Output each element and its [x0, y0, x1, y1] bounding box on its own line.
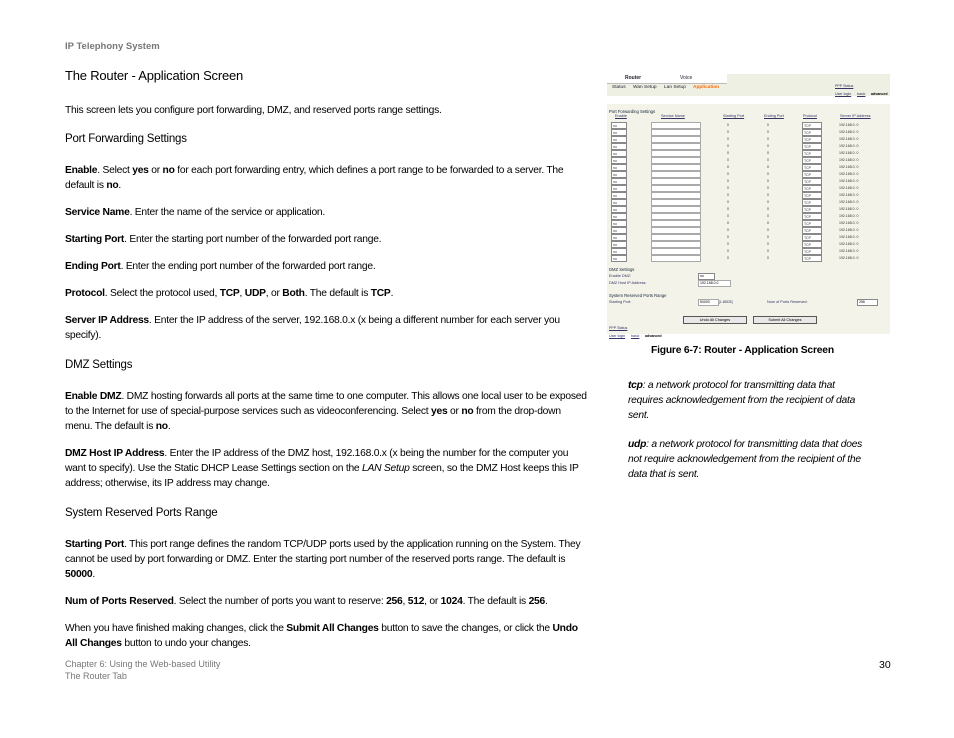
pf-row [607, 122, 890, 129]
pf-service-field[interactable] [651, 157, 701, 164]
pf-end-value[interactable]: 0 [767, 221, 769, 225]
pf-row [607, 192, 890, 199]
pf-protocol-select[interactable]: TCP [802, 178, 822, 185]
pf-server-ip[interactable]: 192.168.0. 0 [839, 137, 859, 141]
pf-row [607, 157, 890, 164]
pf-end-value[interactable]: 0 [767, 172, 769, 176]
tab-voice[interactable]: Voice [680, 75, 693, 81]
reserved-starting-port-paragraph: Starting Port. This port range defines the random TCP/UDP ports used by the application running on the System. They cannot be used by port forwarding or DMZ. Enter the starting port number of the reserved ports range. The default is 50000. [65, 539, 581, 580]
pf-row [607, 255, 890, 262]
pf-enable-select[interactable]: no [611, 206, 627, 213]
pf-server-ip[interactable]: 192.168.0. 0 [839, 235, 859, 239]
pf-protocol-select[interactable]: TCP [802, 136, 822, 143]
pf-row [607, 143, 890, 150]
ppp-status-link[interactable]: PPP Status [835, 84, 854, 88]
pf-row [607, 185, 890, 192]
basic-link[interactable]: basic [857, 92, 866, 96]
glossary-udp: udp: a network protocol for transmitting data that does not require acknowledgement from the recipient of the data that is sent. [628, 439, 863, 480]
undo-all-changes-button[interactable]: Undo All Changes [683, 316, 747, 324]
num-ports-paragraph: Num of Ports Reserved. Select the number of ports you want to reserve: 256, 512, or 1024. The default is 256. [65, 596, 548, 607]
finish-paragraph: When you have finished making changes, click the Submit All Changes button to save the changes, or click the Undo All Changes button to undo your changes. [65, 623, 578, 649]
pf-enable-select[interactable]: no [611, 234, 627, 241]
pf-start-value[interactable]: 0 [727, 144, 729, 148]
pf-start-value[interactable]: 0 [727, 137, 729, 141]
pf-service-field[interactable] [651, 164, 701, 171]
pf-end-value[interactable]: 0 [767, 249, 769, 253]
pf-start-value[interactable]: 0 [727, 186, 729, 190]
subnav-wan-setup[interactable]: Wan Setup [633, 85, 657, 90]
user-login-link[interactable]: User login [835, 92, 852, 96]
pf-end-value[interactable]: 0 [767, 137, 769, 141]
pf-service-field[interactable] [651, 248, 701, 255]
pf-server-ip[interactable]: 192.168.0. 0 [839, 123, 859, 127]
pf-end-value[interactable]: 0 [767, 123, 769, 127]
dmz-section-title: DMZ Settings [609, 267, 635, 272]
page-number: 30 [879, 659, 891, 671]
section-title-port-forwarding: Port Forwarding Settings [65, 133, 187, 145]
pf-end-value[interactable]: 0 [767, 130, 769, 134]
pf-server-ip[interactable]: 192.168.0. 0 [839, 151, 859, 155]
pf-start-value[interactable]: 0 [727, 193, 729, 197]
pf-enable-select[interactable]: no [611, 178, 627, 185]
pf-server-ip[interactable]: 192.168.0. 0 [839, 256, 859, 260]
pf-row [607, 178, 890, 185]
pf-protocol-select[interactable]: TCP [802, 150, 822, 157]
pf-end-value[interactable]: 0 [767, 186, 769, 190]
pf-service-field[interactable] [651, 255, 701, 262]
basic-link-bottom[interactable]: basic [631, 334, 640, 338]
server-ip-paragraph: Server IP Address. Enter the IP address of the server, 192.168.0.x (x being a different number for each server you specify). [65, 315, 560, 341]
pf-row [607, 129, 890, 136]
srp-section-title: System Reserved Ports Range [609, 293, 667, 298]
pf-service-field[interactable] [651, 143, 701, 150]
pf-protocol-select[interactable]: TCP [802, 122, 822, 129]
pf-row [607, 136, 890, 143]
pf-start-value[interactable]: 0 [727, 214, 729, 218]
subnav-status[interactable]: Status [612, 85, 626, 90]
pf-enable-select[interactable]: no [611, 220, 627, 227]
pf-enable-select[interactable]: no [611, 136, 627, 143]
pf-service-field[interactable] [651, 192, 701, 199]
page-title: The Router - Application Screen [65, 68, 244, 83]
pf-protocol-select[interactable]: TCP [802, 206, 822, 213]
pf-enable-select[interactable]: no [611, 199, 627, 206]
pf-end-value[interactable]: 0 [767, 179, 769, 183]
pf-end-value[interactable]: 0 [767, 235, 769, 239]
pf-start-value[interactable]: 0 [727, 228, 729, 232]
pf-row [607, 241, 890, 248]
pf-section-title: Port Forwarding Settings [609, 109, 656, 114]
advanced-link-bottom[interactable]: advanced [645, 334, 662, 338]
pf-end-value[interactable]: 0 [767, 200, 769, 204]
pf-row [607, 234, 890, 241]
pf-end-value[interactable]: 0 [767, 228, 769, 232]
pf-enable-select[interactable]: no [611, 150, 627, 157]
pf-row [607, 227, 890, 234]
dmz-host-label: DMZ Host IP Address: [609, 281, 647, 285]
subnav-lan-setup[interactable]: Lan Setup [664, 85, 686, 90]
dmz-enable-label: Enable DMZ: [609, 274, 632, 278]
pf-row [607, 220, 890, 227]
pf-start-value[interactable]: 0 [727, 179, 729, 183]
subnav-application[interactable]: Application [693, 85, 720, 90]
pf-server-ip[interactable]: 192.168.0. 0 [839, 242, 859, 246]
pf-row [607, 213, 890, 220]
pf-start-value[interactable]: 0 [727, 123, 729, 127]
pf-start-value[interactable]: 0 [727, 249, 729, 253]
pf-service-field[interactable] [651, 171, 701, 178]
pf-start-value[interactable]: 0 [727, 172, 729, 176]
pf-protocol-select[interactable]: TCP [802, 192, 822, 199]
pf-server-ip[interactable]: 192.168.0. 0 [839, 130, 859, 134]
pf-start-value[interactable]: 0 [727, 242, 729, 246]
pf-service-field[interactable] [651, 227, 701, 234]
pf-service-field[interactable] [651, 241, 701, 248]
pf-protocol-select[interactable]: TCP [802, 234, 822, 241]
pf-service-field[interactable] [651, 185, 701, 192]
pf-service-field[interactable] [651, 150, 701, 157]
protocol-paragraph: Protocol. Select the protocol used, TCP, UDP, or Both. The default is TCP. [65, 288, 394, 299]
pf-enable-select[interactable]: no [611, 171, 627, 178]
pf-start-value[interactable]: 0 [727, 207, 729, 211]
pf-protocol-select[interactable]: TCP [802, 185, 822, 192]
pf-end-value[interactable]: 0 [767, 242, 769, 246]
submit-all-changes-button[interactable]: Submit All Changes [753, 316, 817, 324]
pf-protocol-select[interactable]: TCP [802, 157, 822, 164]
srp-num-select[interactable]: 256 [857, 299, 878, 306]
pf-server-ip[interactable]: 192.168.0. 0 [839, 158, 859, 162]
pf-server-ip[interactable]: 192.168.0. 0 [839, 214, 859, 218]
pf-protocol-select[interactable]: TCP [802, 129, 822, 136]
pf-protocol-select[interactable]: TCP [802, 171, 822, 178]
starting-port-paragraph: Starting Port. Enter the starting port number of the forwarded port range. [65, 234, 382, 245]
pf-server-ip[interactable]: 192.168.0. 0 [839, 179, 859, 183]
pf-protocol-select[interactable]: TCP [802, 241, 822, 248]
pf-service-field[interactable] [651, 220, 701, 227]
pf-row [607, 150, 890, 157]
pf-protocol-select[interactable]: TCP [802, 143, 822, 150]
pf-end-value[interactable]: 0 [767, 158, 769, 162]
ppp-status-link-bottom[interactable]: PPP Status [609, 326, 628, 330]
dmz-host-paragraph: DMZ Host IP Address. Enter the IP address of the DMZ host, 192.168.0.x (x being the number for the computer you want to specify). Use the Static DHCP Lease Settings section on the LAN Setup screen, so the DMZ Host keeps this IP address; otherwise, its IP address may change. [65, 448, 579, 489]
pf-start-value[interactable]: 0 [727, 130, 729, 134]
pf-service-field[interactable] [651, 234, 701, 241]
dmz-host-field[interactable]: 192.168.0.0 [698, 280, 731, 287]
pf-end-value[interactable]: 0 [767, 193, 769, 197]
srp-start-label: Starting Port: [609, 300, 632, 304]
pf-server-ip[interactable]: 192.168.0. 0 [839, 193, 859, 197]
col-service-name: Service Name [661, 114, 685, 118]
pf-enable-select[interactable]: no [611, 241, 627, 248]
enable-dmz-paragraph: Enable DMZ. DMZ hosting forwards all ports at the same time to one computer. This allows one local user to be exposed to the Internet for use of special-purpose services such as videoconferencing. Select yes or no from the drop-down menu. The default is no. [65, 391, 587, 432]
pf-enable-select[interactable]: no [611, 122, 627, 129]
pf-protocol-select[interactable]: TCP [802, 227, 822, 234]
running-header: IP Telephony System [65, 41, 160, 52]
service-name-paragraph: Service Name. Enter the name of the service or application. [65, 207, 326, 218]
pf-service-field[interactable] [651, 129, 701, 136]
dmz-enable-select[interactable]: no [698, 273, 715, 280]
pf-protocol-select[interactable]: TCP [802, 248, 822, 255]
pf-end-value[interactable]: 0 [767, 256, 769, 260]
pf-row [607, 199, 890, 206]
pf-service-field[interactable] [651, 213, 701, 220]
pf-service-field[interactable] [651, 199, 701, 206]
pf-enable-select[interactable]: no [611, 227, 627, 234]
col-enable: Enable [615, 114, 627, 118]
figure-caption: Figure 6-7: Router - Application Screen [651, 345, 834, 356]
pf-start-value[interactable]: 0 [727, 235, 729, 239]
pf-protocol-select[interactable]: TCP [802, 255, 822, 262]
pf-service-field[interactable] [651, 122, 701, 129]
main-content [65, 68, 587, 663]
col-ending-port: Ending Port [764, 114, 784, 118]
col-starting-port: Starting Port [723, 114, 745, 118]
pf-start-value[interactable]: 0 [727, 200, 729, 204]
pf-row [607, 164, 890, 171]
pf-enable-select[interactable]: no [611, 255, 627, 262]
pf-end-value[interactable]: 0 [767, 214, 769, 218]
pf-protocol-select[interactable]: TCP [802, 220, 822, 227]
srp-start-field[interactable]: 50000 [698, 299, 719, 306]
pf-start-value[interactable]: 0 [727, 158, 729, 162]
pf-row [607, 248, 890, 255]
glossary-tcp: tcp: a network protocol for transmitting data that requires acknowledgement from the recipient of data sent. [628, 380, 856, 421]
srp-range-hint: [1-65535] [719, 300, 733, 304]
pf-protocol-select[interactable]: TCP [802, 213, 822, 220]
pf-enable-select[interactable]: no [611, 248, 627, 255]
pf-enable-select[interactable]: no [611, 129, 627, 136]
enable-paragraph: Enable. Select yes or no for each port forwarding entry, which defines a port range to be forwarded to a server. The default is no. [65, 165, 564, 191]
pf-start-value[interactable]: 0 [727, 221, 729, 225]
pf-server-ip[interactable]: 192.168.0. 0 [839, 165, 859, 169]
pf-end-value[interactable]: 0 [767, 144, 769, 148]
pf-protocol-select[interactable]: TCP [802, 199, 822, 206]
pf-end-value[interactable]: 0 [767, 165, 769, 169]
pf-enable-select[interactable]: no [611, 192, 627, 199]
pf-start-value[interactable]: 0 [727, 165, 729, 169]
pf-server-ip[interactable]: 192.168.0. 0 [839, 207, 859, 211]
router-application-screenshot [607, 74, 890, 344]
footer-chapter: Chapter 6: Using the Web-based Utility [65, 659, 221, 669]
pf-enable-select[interactable]: no [611, 143, 627, 150]
pf-enable-select[interactable]: no [611, 164, 627, 171]
user-login-link-bottom[interactable]: User login [609, 334, 626, 338]
pf-service-field[interactable] [651, 178, 701, 185]
pf-start-value[interactable]: 0 [727, 151, 729, 155]
pf-server-ip[interactable]: 192.168.0. 0 [839, 144, 859, 148]
pf-enable-select[interactable]: no [611, 213, 627, 220]
advanced-link[interactable]: advanced [871, 92, 888, 96]
footer [65, 658, 220, 682]
pf-server-ip[interactable]: 192.168.0. 0 [839, 221, 859, 225]
pf-row [607, 206, 890, 213]
srp-num-label: Num of Ports Reserved: [767, 300, 808, 304]
pf-end-value[interactable]: 0 [767, 151, 769, 155]
section-title-dmz: DMZ Settings [65, 359, 133, 371]
col-server-ip: Server IP Address [840, 114, 871, 118]
col-protocol: Protocol [803, 114, 817, 118]
tab-router[interactable]: Router [625, 75, 642, 81]
pf-end-value[interactable]: 0 [767, 207, 769, 211]
pf-enable-select[interactable]: no [611, 185, 627, 192]
pf-server-ip[interactable]: 192.168.0. 0 [839, 186, 859, 190]
pf-start-value[interactable]: 0 [727, 256, 729, 260]
ending-port-paragraph: Ending Port. Enter the ending port number of the forwarded port range. [65, 261, 376, 272]
pf-service-field[interactable] [651, 206, 701, 213]
pf-protocol-select[interactable]: TCP [802, 164, 822, 171]
pf-server-ip[interactable]: 192.168.0. 0 [839, 228, 859, 232]
router-tab-bar [607, 74, 890, 96]
intro-paragraph: This screen lets you configure port forwarding, DMZ, and reserved ports range settings. [65, 105, 442, 116]
footer-section: The Router Tab [65, 671, 127, 681]
glossary-sidebar [628, 378, 868, 496]
pf-server-ip[interactable]: 192.168.0. 0 [839, 200, 859, 204]
pf-row [607, 171, 890, 178]
pf-service-field[interactable] [651, 136, 701, 143]
pf-server-ip[interactable]: 192.168.0. 0 [839, 249, 859, 253]
pf-enable-select[interactable]: no [611, 157, 627, 164]
section-title-reserved-ports: System Reserved Ports Range [65, 507, 218, 519]
pf-server-ip[interactable]: 192.168.0. 0 [839, 172, 859, 176]
